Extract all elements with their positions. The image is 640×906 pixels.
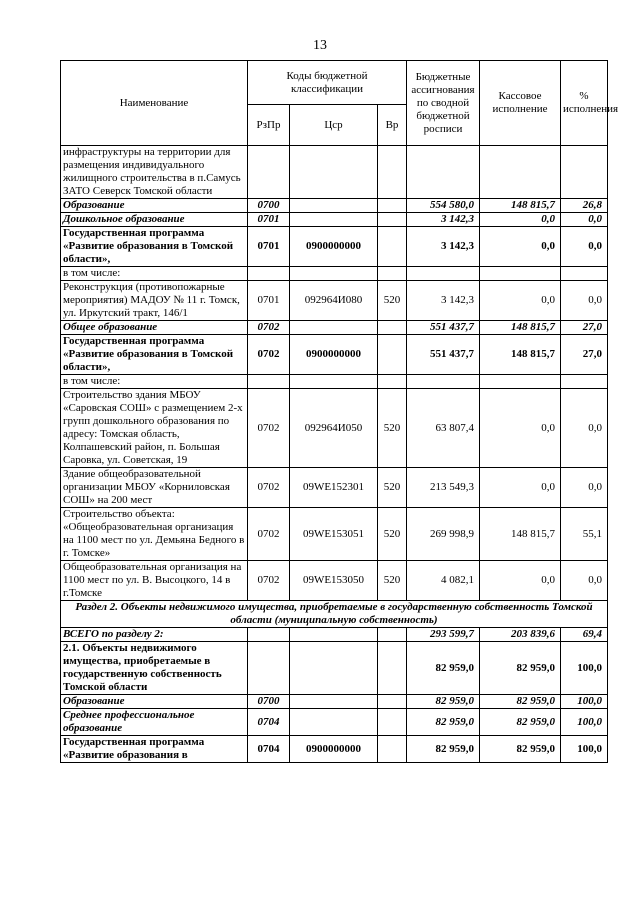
cell-cash: 82 959,0 [480,642,561,695]
cell-name: в том числе: [61,375,248,389]
cell-vr [378,267,407,281]
cell-budget: 3 142,3 [407,213,480,227]
cell-vr [378,227,407,267]
cell-name: 2.1. Объекты недвижимого имущества, приобретаемые в государственную собственность Томской области [61,642,248,695]
cell-csr: 092964И050 [290,389,378,468]
cell-csr [290,199,378,213]
cell-name: Среднее профессиональное образование [61,709,248,736]
cell-budget [407,146,480,199]
cell-name: инфраструктуры на территории для размещения индивидуального жилищного строительства в п.Самусь ЗАТО Северск Томской области [61,146,248,199]
cell-pct: 100,0 [561,736,608,763]
cell-csr: 0900000000 [290,736,378,763]
cell-csr: 092964И080 [290,281,378,321]
cell-budget: 554 580,0 [407,199,480,213]
table-row [61,335,608,375]
cell-csr [290,642,378,695]
cell-budget: 269 998,9 [407,508,480,561]
cell-budget: 82 959,0 [407,642,480,695]
cell-budget [407,375,480,389]
cell-cash: 82 959,0 [480,736,561,763]
cell-pct: 26,8 [561,199,608,213]
table-row [61,227,608,267]
cell-pct: 27,0 [561,335,608,375]
cell-cash: 0,0 [480,281,561,321]
cell-rzpr [248,628,290,642]
cell-budget: 551 437,7 [407,335,480,375]
cell-name: Образование [61,695,248,709]
table-row [61,267,608,281]
cell-csr [290,628,378,642]
cell-csr: 09WE153051 [290,508,378,561]
cell-rzpr: 0700 [248,695,290,709]
cell-rzpr [248,642,290,695]
cell-cash [480,267,561,281]
cell-vr [378,146,407,199]
cell-vr [378,642,407,695]
cell-budget: 82 959,0 [407,736,480,763]
cell-name: Строительство здания МБОУ «Саровская СОШ» с размещением 2-х групп дошкольного образования по адресу: Томская область, Колпашевский район, п. Большая Саровка, ул. Советская, 19 [61,389,248,468]
cell-rzpr: 0704 [248,736,290,763]
table-row [61,736,608,763]
cell-budget: 3 142,3 [407,281,480,321]
cell-cash: 0,0 [480,468,561,508]
table-row [61,389,608,468]
cell-budget: 213 549,3 [407,468,480,508]
cell-name: Общее образование [61,321,248,335]
cell-name: Образование [61,199,248,213]
header-cash: Кассовое исполнение [480,61,561,146]
cell-rzpr [248,375,290,389]
table-row [61,709,608,736]
table-row [61,628,608,642]
cell-name: ВСЕГО по разделу 2: [61,628,248,642]
table-row [61,199,608,213]
cell-vr [378,709,407,736]
cell-pct: 0,0 [561,468,608,508]
cell-cash: 0,0 [480,389,561,468]
cell-csr [290,375,378,389]
cell-vr: 520 [378,389,407,468]
cell-rzpr: 0702 [248,321,290,335]
cell-csr: 0900000000 [290,227,378,267]
header-name: Наименование [61,61,248,146]
cell-budget: 293 599,7 [407,628,480,642]
cell-cash: 82 959,0 [480,709,561,736]
cell-name: Государственная программа «Развитие образования в Томской области», [61,335,248,375]
cell-csr [290,695,378,709]
cell-cash: 82 959,0 [480,695,561,709]
cell-vr [378,695,407,709]
cell-pct [561,267,608,281]
cell-rzpr: 0702 [248,561,290,601]
table-body [61,146,608,763]
cell-cash [480,146,561,199]
cell-pct: 0,0 [561,281,608,321]
section-row [61,601,608,628]
cell-vr [378,199,407,213]
header-budget: Бюджетные ассигнования по сводной бюджетной росписи [407,61,480,146]
cell-name: в том числе: [61,267,248,281]
cell-vr: 520 [378,561,407,601]
cell-pct: 0,0 [561,227,608,267]
header-codes-group: Коды бюджетной классификации [248,61,407,105]
cell-pct: 100,0 [561,642,608,695]
cell-budget: 3 142,3 [407,227,480,267]
cell-budget: 82 959,0 [407,709,480,736]
cell-cash [480,375,561,389]
section-title: Раздел 2. Объекты недвижимого имущества, приобретаемые в государственную собственность Томской области (муниципальную собственность) [61,601,608,628]
cell-rzpr: 0700 [248,199,290,213]
cell-csr [290,267,378,281]
cell-name: Государственная программа «Развитие образования в Томской области», [61,227,248,267]
cell-rzpr: 0702 [248,389,290,468]
table-row [61,146,608,199]
table-row [61,281,608,321]
cell-vr [378,335,407,375]
table-row [61,321,608,335]
cell-pct: 0,0 [561,561,608,601]
cell-budget: 82 959,0 [407,695,480,709]
cell-vr: 520 [378,281,407,321]
cell-name: Строительство объекта: «Общеобразовательная организация на 1100 мест по ул. Демьяна Бедного в г. Томске» [61,508,248,561]
table-row [61,642,608,695]
cell-vr [378,736,407,763]
cell-cash: 148 815,7 [480,199,561,213]
cell-budget: 63 807,4 [407,389,480,468]
cell-vr [378,628,407,642]
cell-budget [407,267,480,281]
table-row [61,508,608,561]
cell-cash: 0,0 [480,561,561,601]
cell-rzpr: 0701 [248,281,290,321]
cell-budget: 551 437,7 [407,321,480,335]
cell-rzpr: 0701 [248,213,290,227]
cell-pct [561,146,608,199]
cell-csr: 09WE152301 [290,468,378,508]
table-row [61,468,608,508]
cell-pct: 100,0 [561,695,608,709]
cell-name: Общеобразовательная организация на 1100 мест по ул. В. Высоцкого, 14 в г.Томске [61,561,248,601]
cell-rzpr: 0701 [248,227,290,267]
cell-cash: 0,0 [480,227,561,267]
cell-csr [290,146,378,199]
cell-rzpr [248,146,290,199]
table-row [61,213,608,227]
cell-pct: 55,1 [561,508,608,561]
cell-rzpr: 0702 [248,335,290,375]
table-row [61,561,608,601]
cell-vr [378,213,407,227]
cell-pct: 27,0 [561,321,608,335]
table-row [61,375,608,389]
cell-pct: 0,0 [561,213,608,227]
header-percent: % исполнения [561,61,608,146]
cell-vr: 520 [378,508,407,561]
cell-budget: 4 082,1 [407,561,480,601]
cell-rzpr: 0702 [248,508,290,561]
cell-csr [290,321,378,335]
cell-cash: 203 839,6 [480,628,561,642]
cell-rzpr [248,267,290,281]
cell-rzpr: 0704 [248,709,290,736]
cell-pct: 0,0 [561,389,608,468]
cell-rzpr: 0702 [248,468,290,508]
cell-name: Реконструкция (противопожарные мероприятия) МАДОУ № 11 г. Томск, ул. Иркутский тракт, 146/1 [61,281,248,321]
cell-name: Государственная программа «Развитие образования в [61,736,248,763]
page-number: 13 [313,38,327,53]
cell-cash: 0,0 [480,213,561,227]
cell-vr [378,375,407,389]
cell-csr [290,213,378,227]
header-csr: Цср [290,105,378,146]
cell-cash: 148 815,7 [480,508,561,561]
header-vr: Вр [378,105,407,146]
cell-csr [290,709,378,736]
cell-vr [378,321,407,335]
cell-pct [561,375,608,389]
table-row [61,695,608,709]
cell-csr: 0900000000 [290,335,378,375]
cell-pct: 100,0 [561,709,608,736]
cell-cash: 148 815,7 [480,335,561,375]
cell-csr: 09WE153050 [290,561,378,601]
cell-pct: 69,4 [561,628,608,642]
cell-vr: 520 [378,468,407,508]
cell-name: Дошкольное образование [61,213,248,227]
cell-cash: 148 815,7 [480,321,561,335]
budget-table [60,60,619,763]
cell-name: Здание общеобразовательной организации МБОУ «Корниловская СОШ» на 200 мест [61,468,248,508]
header-rzpr: РзПр [248,105,290,146]
